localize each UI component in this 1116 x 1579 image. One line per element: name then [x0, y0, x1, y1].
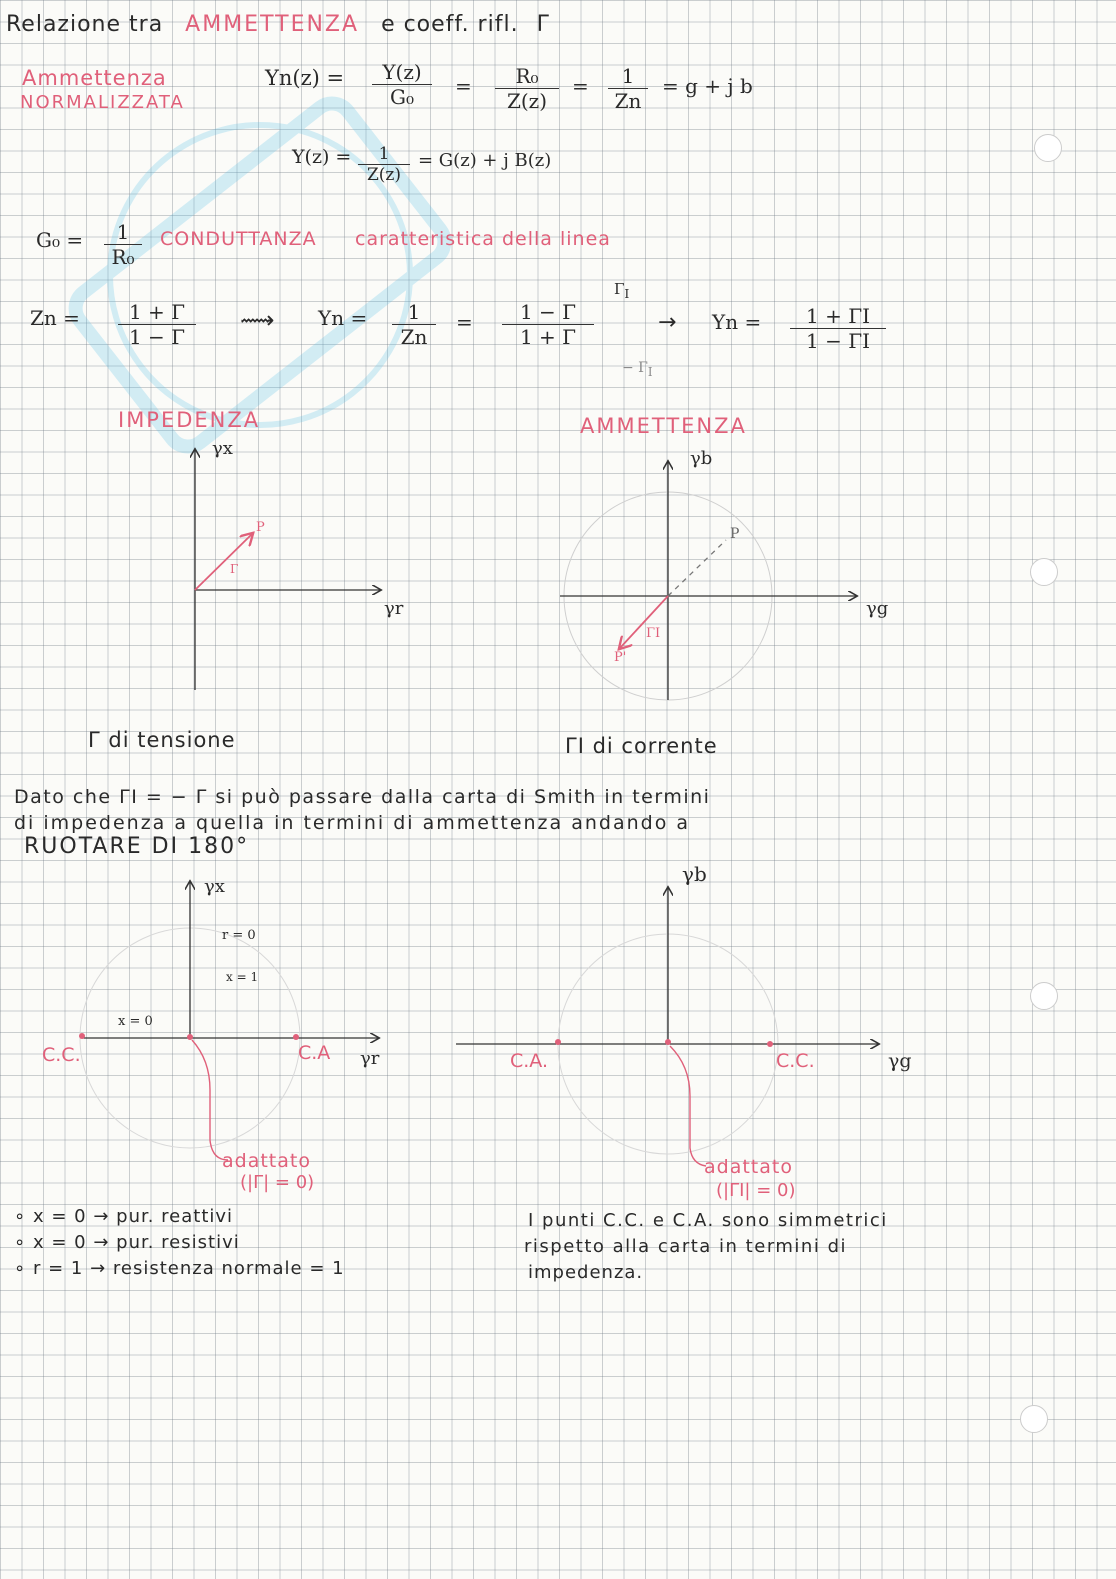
ammettenza-title: AMMETTENZA: [580, 414, 747, 438]
br-ca-label: C.A.: [510, 1050, 549, 1072]
br-ca-point: [555, 1039, 561, 1045]
caption-corrente: ΓI di corrente: [565, 734, 718, 758]
br-x-axis-label: γg: [888, 1050, 912, 1072]
ammettenza-label-2: NORMALIZZATA: [20, 92, 185, 113]
eq3-f4-den: 1 − ΓI: [806, 329, 870, 353]
imp-x-axis-label: γr: [384, 598, 404, 619]
eq1-f1-den: G₀: [390, 85, 414, 109]
eq3-ann-bot-sub: I: [647, 364, 653, 379]
caption-tensione: Γ di tensione: [88, 728, 236, 752]
g0-lhs: G₀ =: [36, 228, 84, 252]
eq1-f1-num: Y(z): [372, 60, 432, 85]
bl-cc-point: [79, 1033, 85, 1039]
eq3-f3-den: 1 + Γ: [519, 325, 577, 349]
bl-ca-label: C.A: [298, 1042, 331, 1064]
title-prefix: Relazione tra: [6, 12, 164, 37]
paragraph-line-2: di impedenza a quella in termini di ammettenza andando a: [14, 812, 691, 834]
g0-f-num: 1: [104, 220, 142, 245]
bl-cc-label: C.C.: [42, 1044, 81, 1066]
imp-vector-gamma: Γ: [230, 562, 239, 576]
adm-vector-gammaI: ΓI: [646, 626, 661, 641]
eq1-lhs: Yn(z) =: [265, 66, 345, 90]
bullet-2: ∘ x = 0 → pur. resistivi: [14, 1232, 240, 1253]
bl-adattato-cond: (|Γ| = 0): [240, 1172, 315, 1193]
eq2-f-den: Z(z): [366, 165, 402, 185]
eq3-arrow2: →: [658, 310, 677, 335]
eq1-eq-a: =: [455, 74, 472, 98]
eq3-yn: Yn =: [318, 306, 368, 330]
br-adattato-label: adattato: [704, 1156, 793, 1178]
eq2-lhs: Y(z) =: [292, 146, 352, 168]
eq3-f4-num: 1 + ΓI: [790, 304, 886, 329]
eq3-f3-num: 1 − Γ: [502, 300, 594, 325]
bl-x-axis-label: γr: [360, 1048, 380, 1069]
imp-point-p: P: [256, 520, 265, 535]
bl-adattato-leader: [192, 1040, 228, 1160]
bullet-3: ∘ r = 1 → resistenza normale = 1: [14, 1258, 345, 1279]
bl-y-axis-label: γx: [204, 876, 225, 897]
adm-x-axis-label: γg: [866, 598, 889, 619]
bl-center-point: [187, 1034, 193, 1040]
adm-point-p-prime: P': [614, 650, 627, 665]
right-note-2: rispetto alla carta in termini di: [524, 1236, 847, 1257]
right-note-1: I punti C.C. e C.A. sono simmetrici: [528, 1210, 888, 1231]
imp-y-axis-label: γx: [212, 438, 233, 459]
bullet-1: ∘ x = 0 → pur. reattivi: [14, 1206, 234, 1227]
eq1-f3-den: Zn: [614, 89, 642, 113]
eq1-f2-den: Z(z): [506, 89, 548, 113]
br-adattato-leader: [670, 1046, 706, 1166]
paragraph-line-1: Dato che ΓI = − Γ si può passare dalla carta di Smith in termini: [14, 786, 711, 808]
eq3-yn2: Yn =: [712, 310, 762, 334]
eq3-f2-den: Zn: [400, 325, 428, 349]
adm-point-p: P: [730, 526, 740, 542]
title-gamma: Γ: [536, 12, 550, 37]
eq1-f2-num: R₀: [495, 64, 559, 89]
g0-f-den: R₀: [111, 245, 135, 269]
br-center-point: [665, 1039, 671, 1045]
bl-x1-label: x = 1: [226, 970, 259, 984]
g0-label-b: caratteristica della linea: [355, 228, 611, 250]
eq3-eq: =: [456, 310, 473, 334]
br-y-axis-label: γb: [682, 862, 707, 886]
eq3-f1-num: 1 + Γ: [118, 300, 196, 325]
adm-y-axis-label: γb: [690, 448, 713, 469]
eq2-rhs: = G(z) + j B(z): [418, 150, 552, 171]
eq3-ann-top-sub: I: [624, 286, 630, 301]
eq1-eq-b: =: [572, 74, 589, 98]
bl-ca-point: [293, 1034, 299, 1040]
adm-gammaI-vector: [620, 596, 668, 648]
eq2-f-num: 1: [358, 144, 410, 165]
bl-adattato-label: adattato: [222, 1150, 311, 1172]
eq3-ann-top-gamma: Γ: [614, 280, 625, 298]
eq1-rhs: = g + j b: [662, 74, 753, 98]
bl-x0-label: x = 0: [118, 1014, 153, 1029]
eq3-ann-bot-gamma: − Γ: [622, 360, 648, 376]
imp-gamma-vector: [195, 534, 252, 590]
ammettenza-label-1: Ammettenza: [22, 66, 167, 90]
g0-label-a: CONDUTTANZA: [160, 228, 317, 250]
eq3-f2-num: 1: [392, 300, 436, 325]
title-highlight: AMMETTENZA: [185, 12, 360, 37]
right-note-3: impedenza.: [528, 1262, 644, 1283]
eq3-f1-den: 1 − Γ: [128, 325, 186, 349]
br-adattato-cond: (|ΓI| = 0): [716, 1180, 796, 1201]
adm-dashed-gamma: [668, 540, 726, 596]
title-suffix: e coeff. rifl.: [381, 12, 519, 37]
impedenza-title: IMPEDENZA: [118, 408, 261, 432]
bl-r0-label: r = 0: [222, 928, 256, 943]
br-cc-point: [767, 1041, 773, 1047]
eq1-f3-num: 1: [608, 64, 648, 89]
paragraph-line-3: RUOTARE DI 180°: [24, 834, 250, 859]
br-cc-label: C.C.: [776, 1050, 815, 1072]
eq3-squiggle-arrow: ⟿: [240, 306, 275, 334]
eq3-zn: Zn =: [30, 306, 80, 330]
